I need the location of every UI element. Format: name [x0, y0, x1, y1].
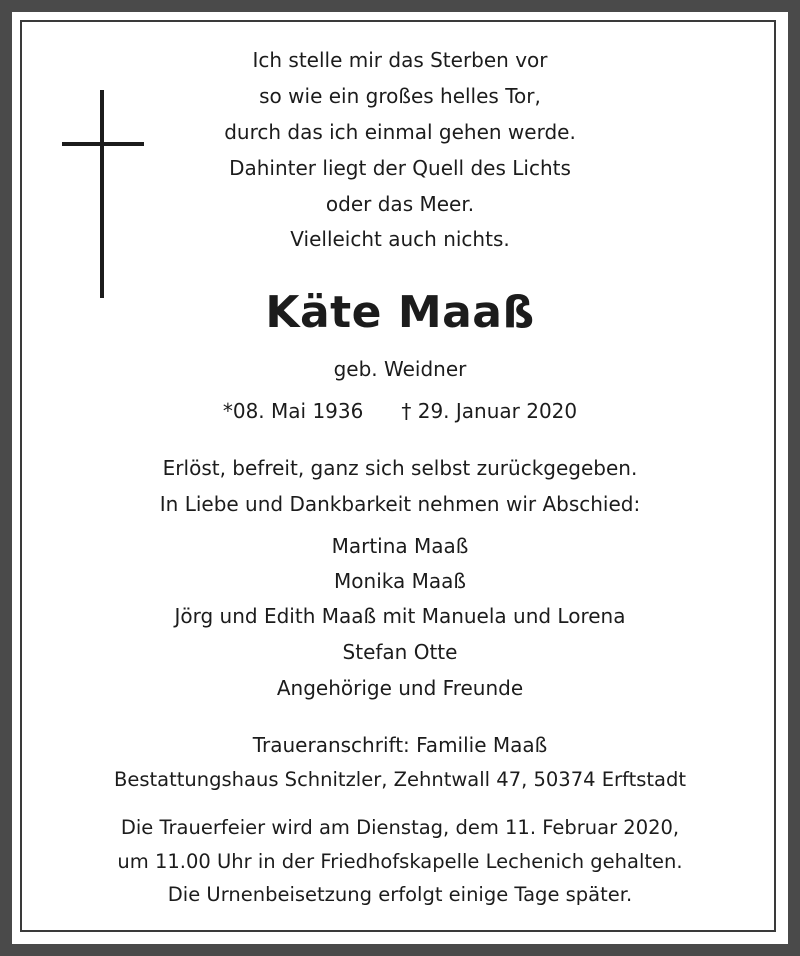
address-line-1: Traueranschrift: Familie Maaß — [252, 733, 548, 757]
mourner-5: Angehörige und Freunde — [276, 676, 524, 700]
obituary-card — [12, 12, 788, 944]
poem-line-4: Dahinter liegt der Quell des Lichts — [229, 156, 571, 180]
poem-line-6: Vielleicht auch nichts. — [290, 227, 510, 251]
mourner-2: Monika Maaß — [334, 569, 466, 593]
address-line-2: Bestattungshaus Schnitzler, Zehntwall 47, 50374 Erftstadt — [113, 768, 687, 791]
poem-line-2: so wie ein großes helles Tor, — [259, 84, 541, 108]
mourner-1: Martina Maaß — [331, 534, 469, 558]
birth-name: geb. Weidner — [333, 357, 467, 381]
farewell-line-1: Erlöst, befreit, ganz sich selbst zurückgegeben. — [162, 456, 638, 480]
ceremony-line-3: Die Urnenbeisetzung erfolgt einige Tage später. — [167, 883, 633, 906]
ceremony-line-1: Die Trauerfeier wird am Dienstag, dem 11. Februar 2020, — [120, 816, 680, 839]
poem-line-3: durch das ich einmal gehen werde. — [224, 120, 576, 144]
ceremony-line-2: um 11.00 Uhr in der Friedhofskapelle Lechenich gehalten. — [117, 850, 683, 873]
mourner-4: Stefan Otte — [342, 640, 458, 664]
life-dates — [12, 397, 788, 425]
farewell-line-2: In Liebe und Dankbarkeit nehmen wir Abschied: — [159, 492, 641, 516]
deceased-name: Käte Maaß — [265, 287, 535, 338]
death-date: † 29. Januar 2020 — [401, 399, 578, 423]
mourner-3: Jörg und Edith Maaß mit Manuela und Lorena — [174, 604, 626, 628]
poem-line-1: Ich stelle mir das Sterben vor — [252, 48, 548, 72]
birth-date: *08. Mai 1936 — [222, 399, 364, 423]
poem-line-5: oder das Meer. — [325, 192, 475, 216]
